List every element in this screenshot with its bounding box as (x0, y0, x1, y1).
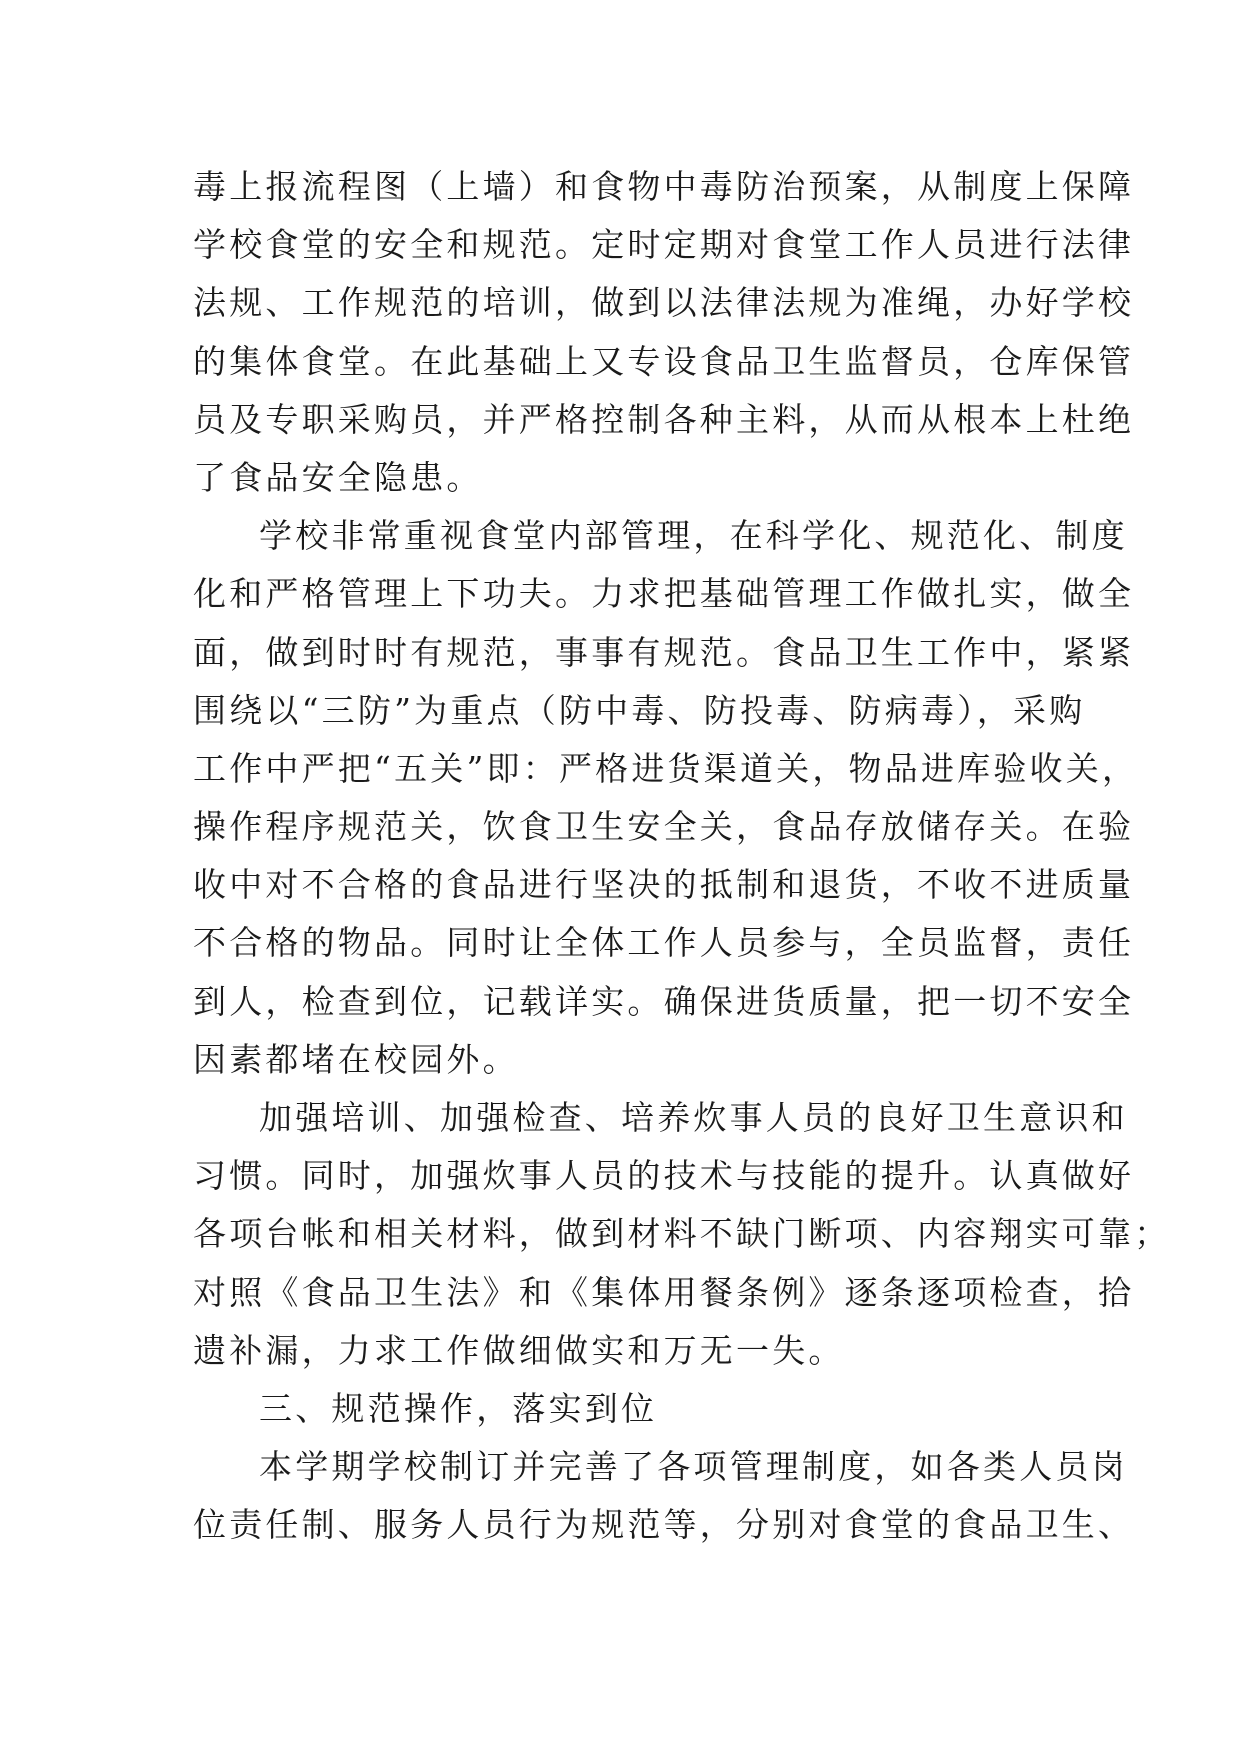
text-line: 学校非常重视食堂内部管理，在科学化、规范化、制度 (259, 516, 1128, 556)
text-line: 收中对不合格的食品进行坚决的抵制和退货，不收不进质量 (193, 865, 1135, 905)
text-line: 的集体食堂。在此基础上又专设食品卫生监督员，仓库保管 (193, 341, 1135, 381)
text-line: 因素都堵在校园外。 (193, 1039, 519, 1079)
text-line: 遗补漏，力求工作做细做实和万无一失。 (193, 1330, 845, 1370)
text-line: 了食品安全隐患。 (193, 457, 483, 497)
text-line: 本学期学校制订并完善了各项管理制度，如各类人员岗 (259, 1447, 1128, 1487)
text-line: 围绕以“三防”为重点（防中毒、防投毒、防病毒），采购 (193, 690, 1086, 730)
text-line: 毒上报流程图（上墙）和食物中毒防治预案，从制度上保障 (193, 167, 1135, 206)
text-line: 加强培训、加强检查、培养炊事人员的良好卫生意识和 (259, 1098, 1128, 1137)
document-body (193, 158, 1171, 1555)
text-line: 操作程序规范关，饮食卫生安全关，食品存放储存关。在验 (193, 807, 1135, 847)
text-line: 法规、工作规范的培训，做到以法律法规为准绳，办好学校 (193, 283, 1135, 323)
text-line: 对照《食品卫生法》和《集体用餐条例》逐条逐项检查，拾 (193, 1272, 1135, 1312)
text-line: 习惯。同时，加强炊事人员的技术与技能的提升。认真做好 (193, 1156, 1135, 1196)
text-line: 位责任制、服务人员行为规范等，分别对食堂的食品卫生、 (193, 1505, 1135, 1545)
text-line: 面，做到时时有规范，事事有规范。食品卫生工作中，紧紧 (193, 632, 1135, 672)
text-line: 化和严格管理上下功夫。力求把基础管理工作做扎实，做全 (193, 574, 1135, 614)
text-line: 员及专职采购员，并严格控制各种主料，从而从根本上杜绝 (193, 399, 1135, 439)
text-line: 三、规范操作，落实到位 (259, 1388, 658, 1428)
text-line: 各项台帐和相关材料，做到材料不缺门断项、内容翔实可靠； (193, 1214, 1171, 1254)
text-line: 学校食堂的安全和规范。定时定期对食堂工作人员进行法律 (193, 225, 1135, 265)
text-line: 到人，检查到位，记载详实。确保进货质量，把一切不安全 (193, 981, 1135, 1021)
text-line: 工作中严把“五关”即：严格进货渠道关，物品进库验收关， (193, 748, 1139, 788)
text-line: 不合格的物品。同时让全体工作人员参与，全员监督，责任 (193, 923, 1135, 963)
